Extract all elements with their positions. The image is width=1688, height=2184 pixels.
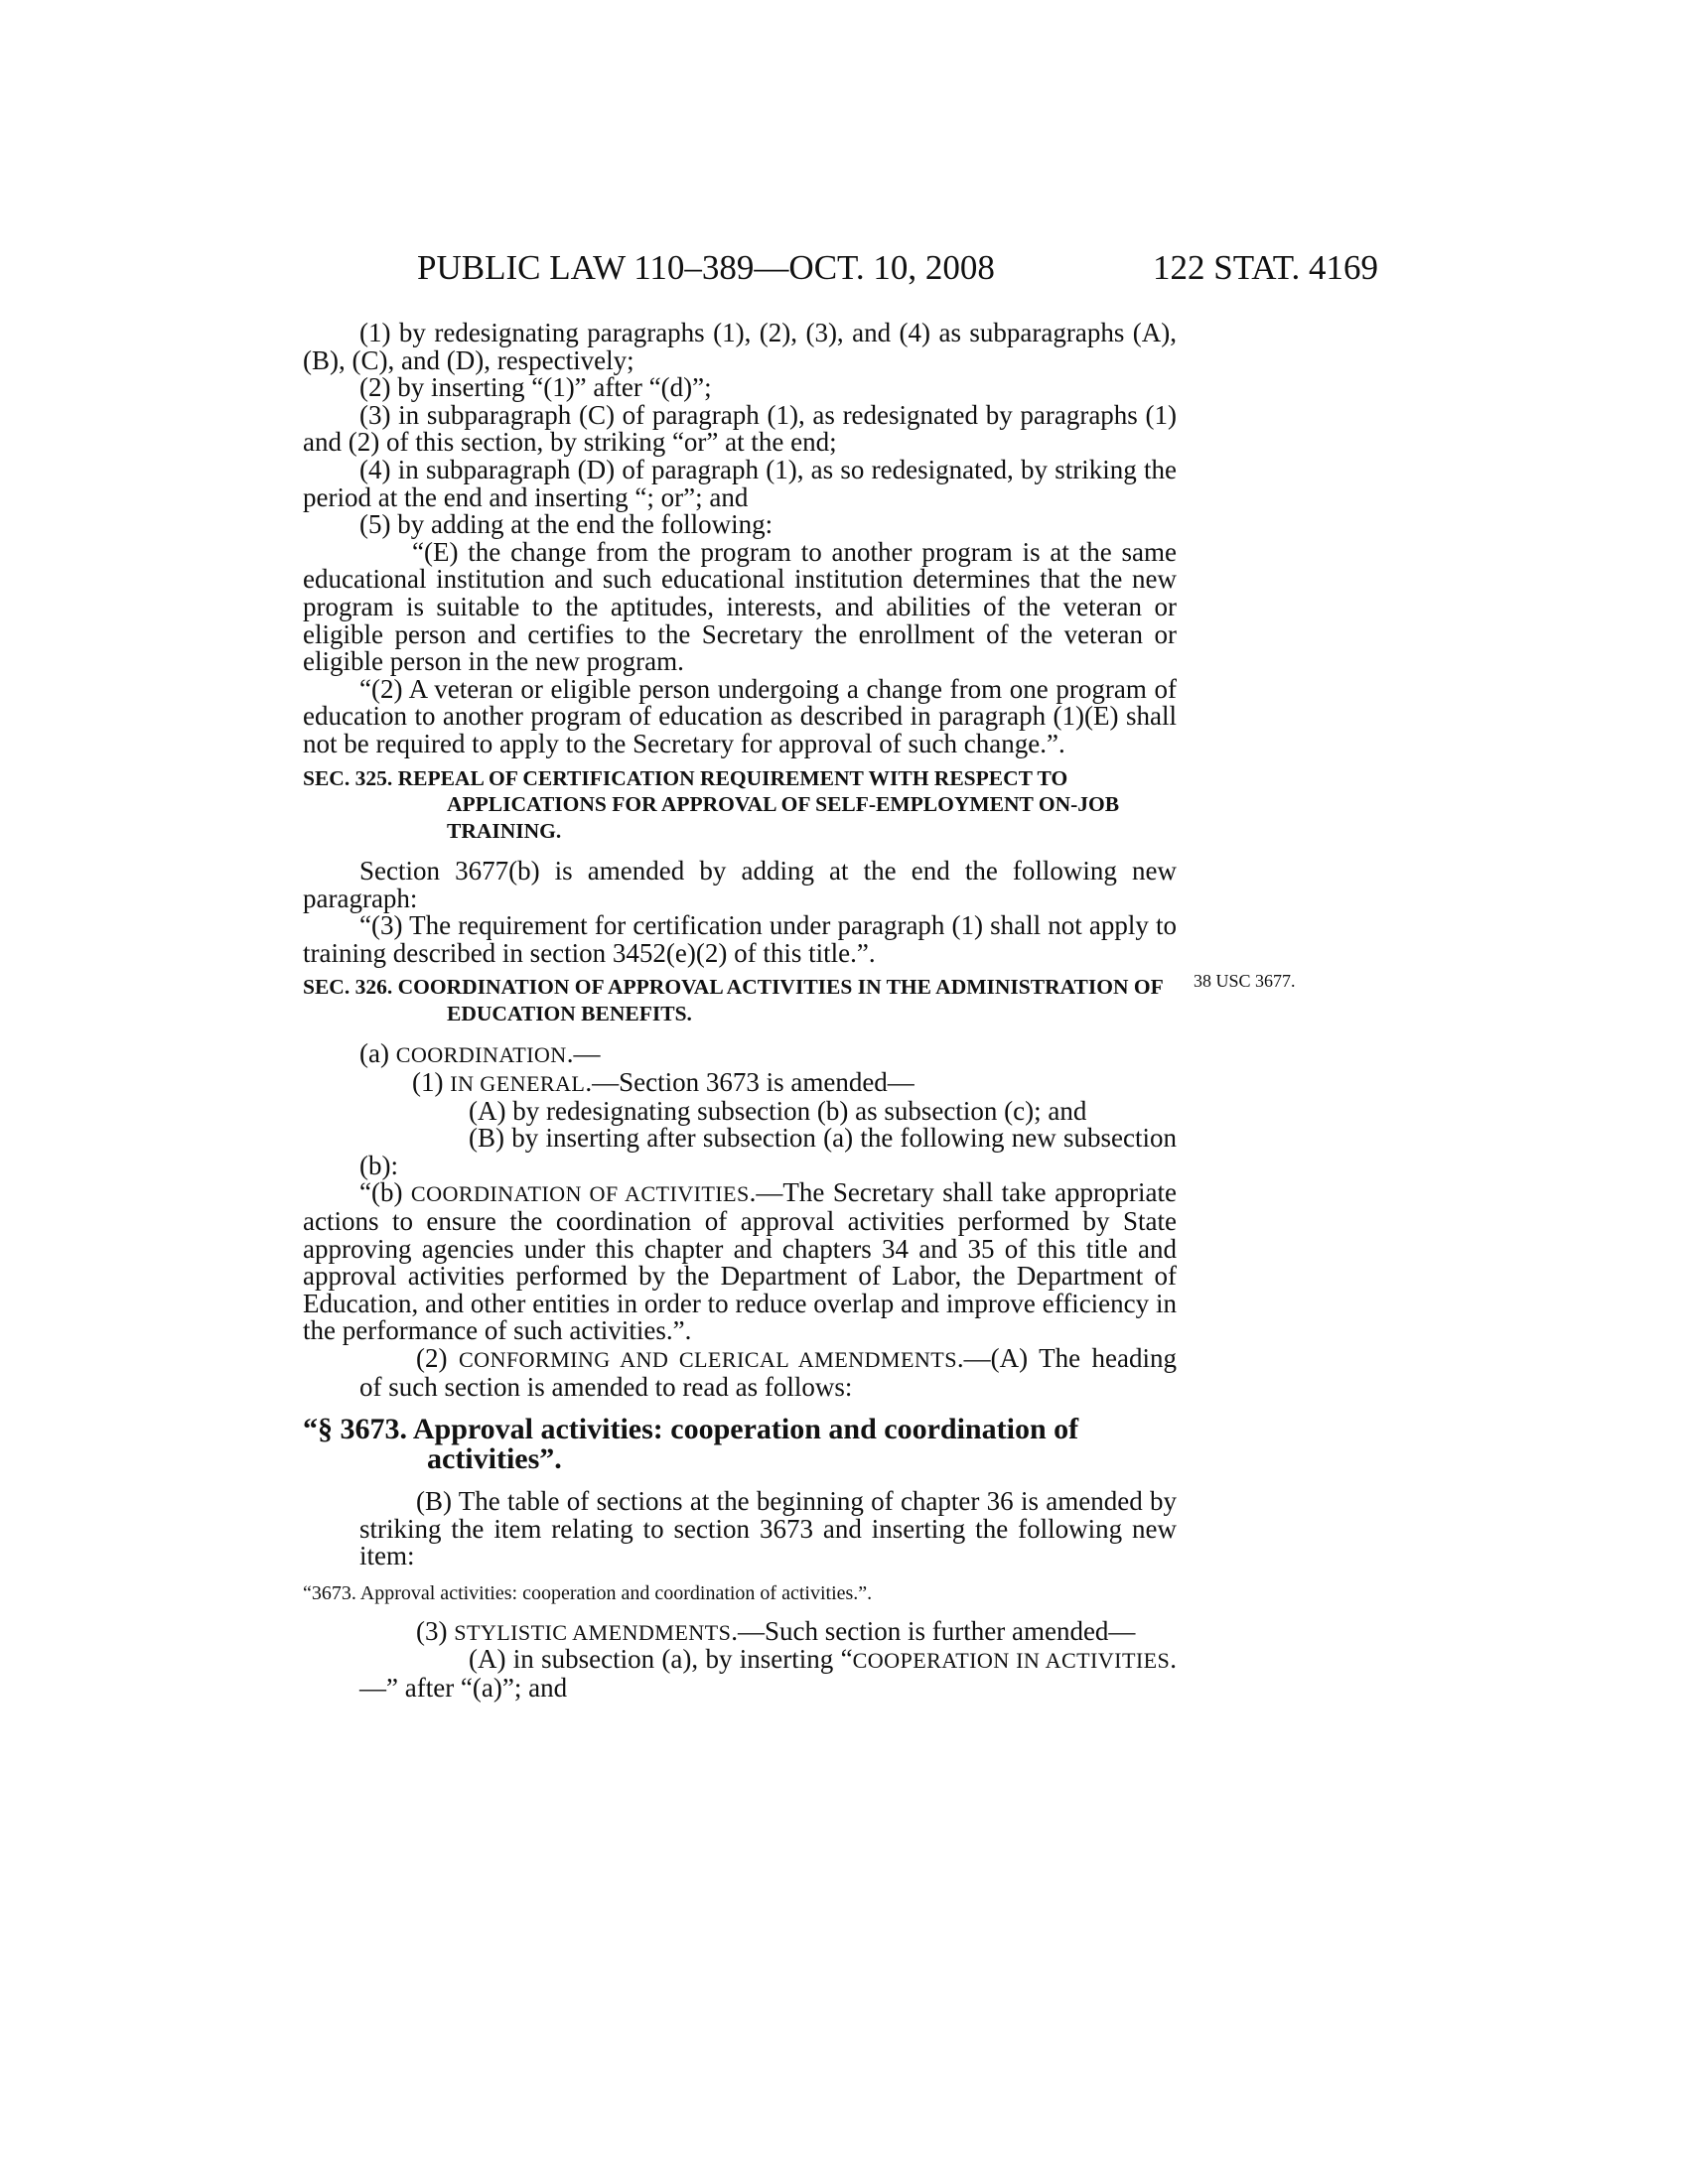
paragraph-3: (3) in subparagraph (C) of paragraph (1), as redesignated by paragraphs (1) and (2) of this section, by striking “or” at the end;	[303, 399, 1177, 458]
section-325-insert: “(3) The requirement for certification under paragraph (1) shall not apply to training described in section 3452(e)(2) of this title.”.	[303, 910, 1177, 968]
section-325-text: Section 3677(b) is amended by adding at the end the following new paragraph:	[303, 856, 1177, 913]
subparagraph-b: (B) by inserting after subsection (a) the following new subsection (b):	[359, 1123, 1177, 1180]
paragraph-in-general: (1) IN GENERAL.—Section 3673 is amended—	[412, 1066, 914, 1097]
paragraph-5: (5) by adding at the end the following:	[359, 509, 774, 540]
paragraph-e-insert: “(E) the change from the program to another program is at the same educational institution and such educational institution determines that the new program is suitable to the aptitudes, interests, and abilities of the veteran or eligible person and certifies to the Secretary the enrollment of the veteran or eligible person in the new program.	[303, 536, 1177, 677]
paragraph-2-insert: “(2) A veteran or eligible person undergoing a change from one program of education to another program of education as described in paragraph (1)(E) shall not be required to apply to the Secretary for approval of such change.”.	[303, 673, 1177, 758]
public-law-citation: PUBLIC LAW 110–389—OCT. 10, 2008	[417, 248, 995, 287]
section-326-heading: SEC. 326. COORDINATION OF APPROVAL ACTIVITIES IN THE ADMINISTRATION OF EDUCATION BENEFITS.	[303, 975, 1163, 1025]
subparagraph-b-table: (B) The table of sections at the beginning of chapter 36 is amended by striking the item relating to section 3673 and inserting the following new item:	[359, 1486, 1177, 1571]
table-of-sections-item: “3673. Approval activities: cooperation and coordination of activities.”.	[303, 1581, 873, 1604]
paragraph-conforming-amendments: (2) CONFORMING AND CLERICAL AMENDMENTS.—(A) The heading of such section is amended to read as follows:	[359, 1342, 1177, 1402]
section-3673-heading: “§ 3673. Approval activities: cooperation and coordination of activities”.	[303, 1413, 1079, 1476]
statute-page-number: 122 STAT. 4169	[1153, 248, 1378, 287]
paragraph-1: (1) by redesignating paragraphs (1), (2), (3), and (4) as subparagraphs (A), (B), (C), and (D), respectively;	[303, 318, 1177, 375]
subsection-a-coordination: (a) COORDINATION.—	[359, 1038, 601, 1069]
document-body	[303, 320, 1177, 1703]
subparagraph-a-stylistic: (A) in subsection (a), by inserting “COOPERATION IN ACTIVITIES.—” after “(a)”; and	[359, 1644, 1177, 1704]
page-header	[417, 248, 1378, 288]
subsection-b-insert: “(b) COORDINATION OF ACTIVITIES.—The Secretary shall take appropriate actions to ensure the coordination of approval activities performed by State approving agencies under this chapter and chapters 34 and 35 of this title and approval activities performed by the Department of Labor, the Department of Education, and other entities in order to reduce overlap and improve efficiency in the performance of such activities.”.	[303, 1177, 1178, 1346]
paragraph-stylistic-amendments: (3) STYLISTIC AMENDMENTS.—Such section is further amended—	[416, 1615, 1136, 1646]
subparagraph-a: (A) by redesignating subsection (b) as subsection (c); and	[469, 1095, 1087, 1126]
margin-note-usc: 38 USC 3677.	[1194, 971, 1296, 991]
paragraph-2: (2) by inserting “(1)” after “(d)”;	[359, 372, 712, 403]
paragraph-4: (4) in subparagraph (D) of paragraph (1), as so redesignated, by striking the period at the end and inserting “; or”; and	[303, 454, 1177, 512]
section-325-heading: SEC. 325. REPEAL OF CERTIFICATION REQUIREMENT WITH RESPECT TO APPLICATIONS FOR APPROVAL OF SELF-EMPLOYMENT ON-JOB TRAINING.	[303, 765, 1120, 843]
